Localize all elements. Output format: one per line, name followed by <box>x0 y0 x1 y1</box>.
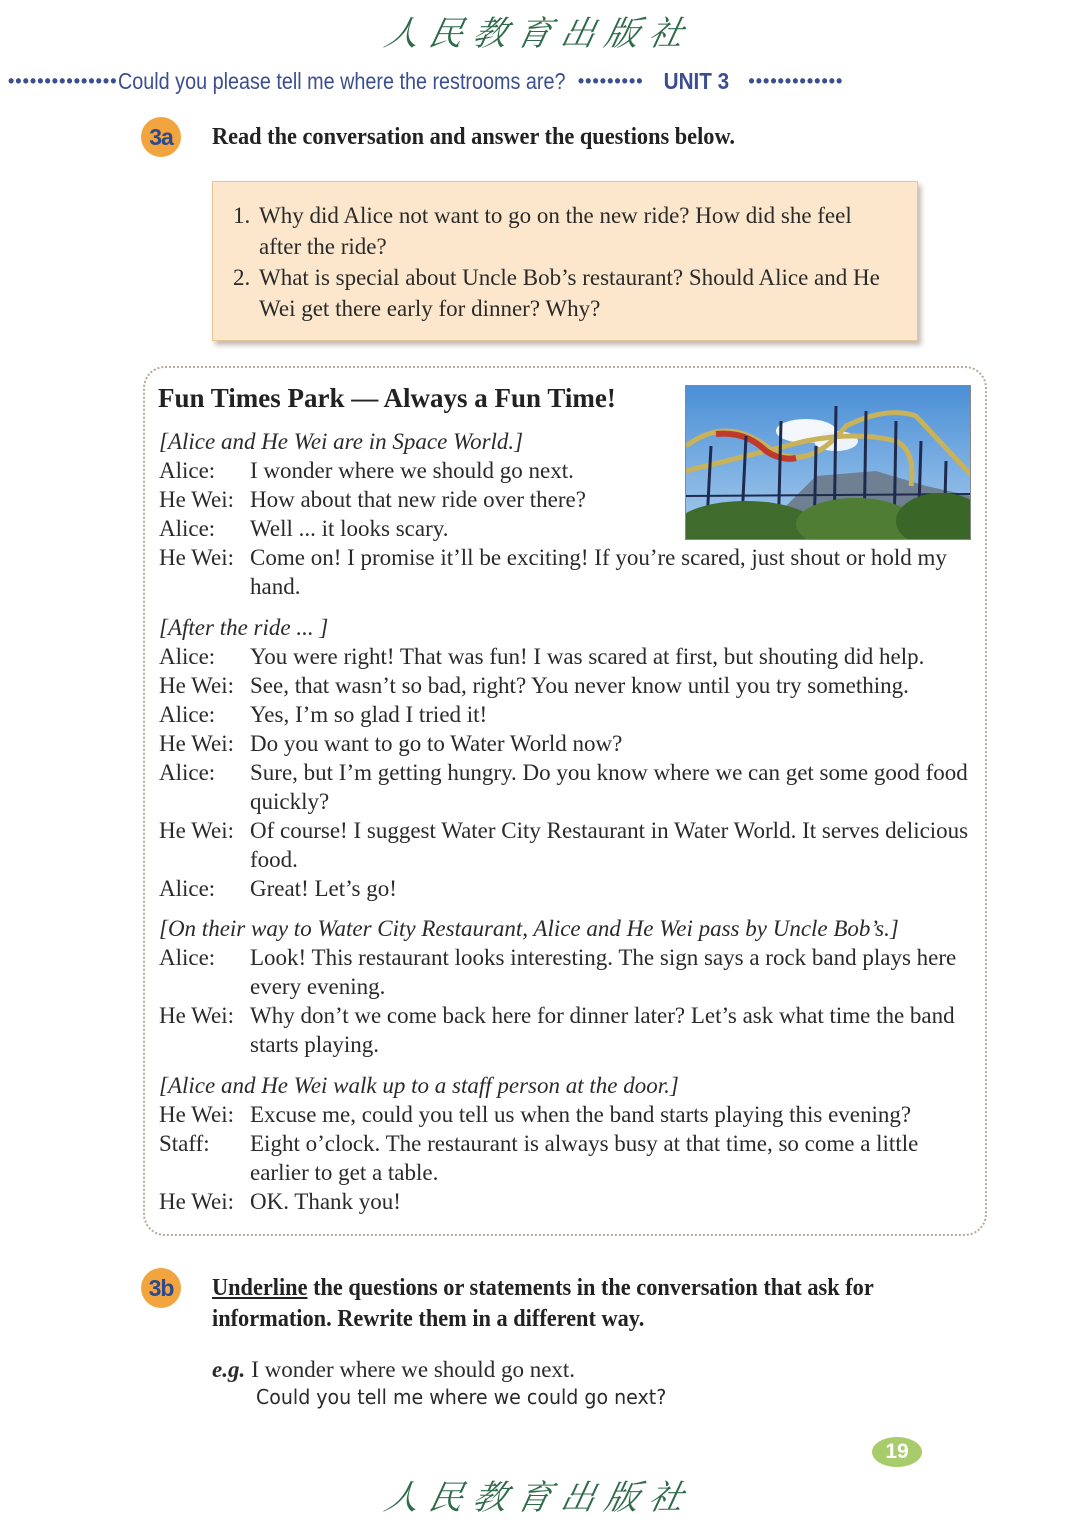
publisher-watermark-bottom: 人民教育出版社 <box>381 1478 698 1518</box>
example-label: e.g. <box>212 1357 246 1382</box>
speech: Sure, but I’m getting hungry. Do you know where we can get some good food quickly? <box>250 760 968 814</box>
question-number: 2. <box>233 265 251 290</box>
question-text: What is special about Uncle Bob’s restaurant? Should Alice and He Wei get there early for dinner? Why? <box>259 265 880 321</box>
dialogue-line <box>159 758 979 816</box>
speaker: Alice: <box>159 945 216 970</box>
dialogue-line <box>159 874 979 903</box>
example-original <box>212 1355 575 1384</box>
speech: How about that new ride over there? <box>250 487 586 512</box>
publisher-watermark-top: 人民教育出版社 <box>381 14 698 54</box>
dialogue-line <box>159 1001 979 1059</box>
speech: OK. Thank you! <box>250 1189 401 1214</box>
speaker: Staff: <box>159 1131 210 1156</box>
dialogue-line <box>159 642 979 671</box>
speech: Look! This restaurant looks interesting. The sign says a rock band plays here every evening. <box>250 945 957 999</box>
dialogue-line <box>159 456 979 485</box>
speech: Well ... it looks scary. <box>250 516 449 541</box>
speaker: Alice: <box>159 702 216 727</box>
stage-direction: [On their way to Water City Restaurant, Alice and He Wei pass by Uncle Bob’s.] <box>159 916 899 941</box>
dialogue-line <box>159 943 979 1001</box>
question-text: Why did Alice not want to go on the new ride? How did she feel after the ride? <box>259 203 852 259</box>
header-dots-left: ••••••••••••••• <box>8 70 118 91</box>
speaker: He Wei: <box>159 545 235 570</box>
speaker: He Wei: <box>159 731 235 756</box>
dialogue-line <box>159 816 979 874</box>
dialogue-line <box>159 543 979 601</box>
dialogue-line <box>159 1187 979 1216</box>
section-badge-3b: 3b <box>141 1268 181 1308</box>
speaker: He Wei: <box>159 673 235 698</box>
section-badge-3a: 3a <box>141 117 181 157</box>
speech: Great! Let’s go! <box>250 876 397 901</box>
running-header <box>8 64 1080 98</box>
dialogue-scene-3 <box>159 914 979 1059</box>
instruction-text-line-2: information. Rewrite them in a different way. <box>212 1306 645 1332</box>
speech: Of course! I suggest Water City Restaurant in Water World. It serves delicious food. <box>250 818 969 872</box>
dialogue-line <box>159 700 979 729</box>
speaker: Alice: <box>159 458 216 483</box>
dialogue-line <box>159 485 979 514</box>
section-3b-instruction <box>212 1273 975 1335</box>
dialogue-scene-4 <box>159 1071 979 1216</box>
speech: I wonder where we should go next. <box>250 458 574 483</box>
speaker: Alice: <box>159 876 216 901</box>
header-dots-middle: ••••••••• <box>577 70 644 91</box>
speaker: He Wei: <box>159 487 235 512</box>
dialogue-line <box>159 1129 979 1187</box>
speaker: He Wei: <box>159 1102 235 1127</box>
header-title: Could you please tell me where the restrooms are? <box>117 67 566 94</box>
question-item <box>233 200 897 262</box>
speech: You were right! That was fun! I was scared at first, but shouting did help. <box>250 644 925 669</box>
speaker: He Wei: <box>159 1003 235 1028</box>
header-dots-right: ••••••••••••• <box>748 70 844 91</box>
example-original-text: I wonder where we should go next. <box>251 1357 576 1382</box>
dialogue-line <box>159 729 979 758</box>
dialogue-line <box>159 514 979 543</box>
question-number: 1. <box>233 203 251 228</box>
stage-direction: [After the ride ... ] <box>159 615 329 640</box>
underline-keyword: Underline <box>212 1275 308 1301</box>
speaker: Alice: <box>159 644 216 669</box>
speaker: He Wei: <box>159 1189 235 1214</box>
speech: See, that wasn’t so bad, right? You never know until you try something. <box>250 673 909 698</box>
speaker: He Wei: <box>159 818 235 843</box>
dialogue-scene-1 <box>159 427 979 601</box>
speech: Eight o’clock. The restaurant is always busy at that time, so come a little earlier to get a table. <box>250 1131 919 1185</box>
question-item <box>233 262 897 324</box>
speech: Come on! I promise it’ll be exciting! If you’re scared, just shout or hold my hand. <box>250 545 947 599</box>
speech: Yes, I’m so glad I tried it! <box>250 702 488 727</box>
speaker: Alice: <box>159 516 216 541</box>
dialogue-line <box>159 671 979 700</box>
page-number: 19 <box>872 1437 922 1467</box>
speech: Do you want to go to Water World now? <box>250 731 623 756</box>
dialogue-line <box>159 1100 979 1129</box>
questions-box <box>212 181 918 341</box>
speech: Why don’t we come back here for dinner later? Let’s ask what time the band starts playing. <box>250 1003 955 1057</box>
instruction-text: the questions or statements in the conversation that ask for <box>307 1275 874 1301</box>
dialogue-scene-2 <box>159 613 979 903</box>
unit-label: UNIT 3 <box>663 67 729 94</box>
stage-direction: [Alice and He Wei walk up to a staff person at the door.] <box>159 1073 679 1098</box>
conversation-title: Fun Times Park — Always a Fun Time! <box>158 383 616 413</box>
speaker: Alice: <box>159 760 216 785</box>
section-3a-instruction: Read the conversation and answer the questions below. <box>212 124 735 150</box>
speech: Excuse me, could you tell us when the band starts playing this evening? <box>250 1102 912 1127</box>
stage-direction: [Alice and He Wei are in Space World.] <box>159 429 524 454</box>
example-rewrite: Could you tell me where we could go next? <box>256 1385 667 1409</box>
